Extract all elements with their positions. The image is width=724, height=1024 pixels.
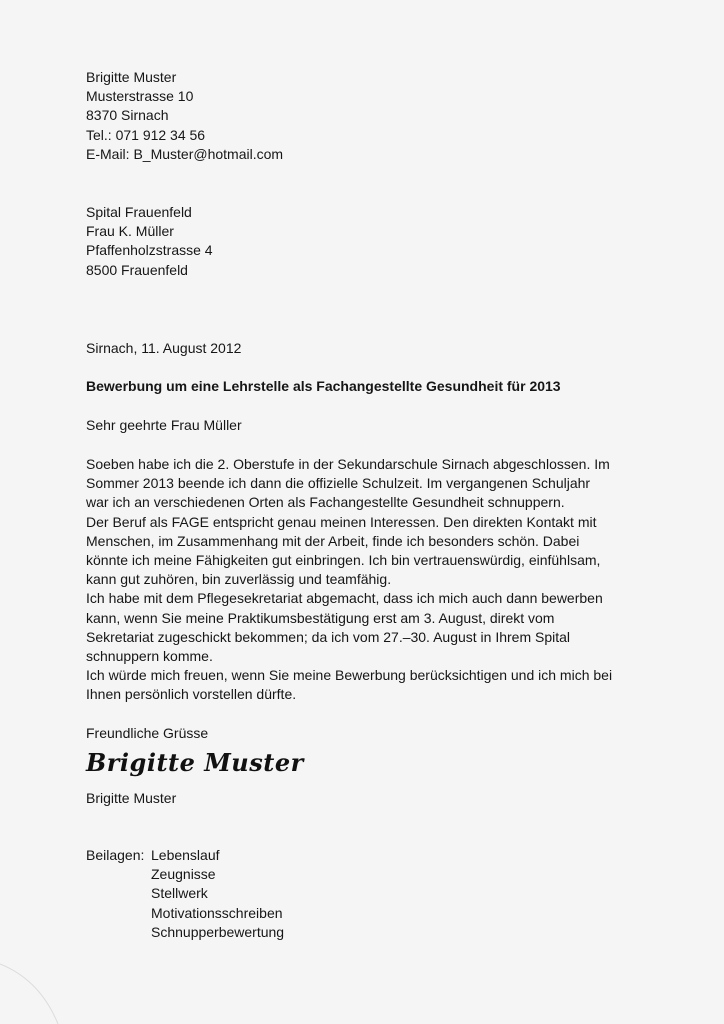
enclosure-item: Zeugnisse: [151, 866, 216, 883]
enclosure-item: Lebenslauf: [151, 847, 220, 863]
page-curl-decoration: [0, 960, 60, 1024]
sender-name: Brigitte Muster: [86, 69, 177, 85]
body-line: Sekretariat zugeschickt bekommen; da ich vom 27.–30. August in Ihrem Spital: [86, 628, 571, 645]
body-line: war ich an verschiedenen Orten als Fachangestellte Gesundheit schnuppern.: [86, 494, 565, 511]
body-line: könnte ich meine Fähigkeiten gut einbringen. Ich bin vertrauenswürdig, einfühlsam,: [86, 552, 601, 569]
sender-address: [86, 68, 283, 164]
body-line: schnuppern komme.: [86, 648, 213, 665]
recipient-org: Spital Frauenfeld: [86, 204, 192, 220]
sender-email: E-Mail: B_Muster@hotmail.com: [86, 145, 284, 162]
body-line: Ihnen persönlich vorstellen dürfte.: [86, 686, 297, 703]
handwritten-signature: Brigitte Muster: [86, 748, 304, 777]
recipient-street: Pfaffenholzstrasse 4: [86, 242, 213, 259]
sender-city: 8370 Sirnach: [86, 107, 169, 124]
recipient-city: 8500 Frauenfeld: [86, 261, 188, 278]
enclosure-item: Motivationsschreiben: [151, 904, 283, 921]
recipient-address: [86, 203, 213, 280]
body-line: Sommer 2013 beende ich dann die offizielle Schulzeit. Im vergangenen Schuljahr: [86, 475, 591, 492]
letter-body: [86, 455, 612, 705]
body-line: kann, wenn Sie meine Praktikumsbestätigung erst am 3. August, direkt vom: [86, 609, 555, 626]
letter-subject: Bewerbung um eine Lehrstelle als Fachangestellte Gesundheit für 2013: [86, 378, 561, 394]
enclosure-item: Stellwerk: [151, 885, 208, 902]
enclosure-item: Schnupperbewertung: [151, 923, 285, 940]
sender-phone: Tel.: 071 912 34 56: [86, 126, 206, 143]
enclosures-label: Beilagen:: [86, 847, 145, 863]
body-line: Soeben habe ich die 2. Oberstufe in der Sekundarschule Sirnach abgeschlossen. Im: [86, 456, 610, 472]
body-line: Menschen, im Zusammenhang mit der Arbeit, finde ich besonders schön. Dabei: [86, 532, 580, 549]
sender-street: Musterstrasse 10: [86, 88, 194, 105]
enclosures-list: [86, 846, 284, 942]
body-line: Ich würde mich freuen, wenn Sie meine Bewerbung berücksichtigen und ich mich bei: [86, 667, 613, 684]
salutation: Sehr geehrte Frau Müller: [86, 417, 242, 433]
body-line: kann gut zuhören, bin zuverlässig und teamfähig.: [86, 571, 392, 588]
letter-date: Sirnach, 11. August 2012: [86, 340, 242, 356]
printed-name: Brigitte Muster: [86, 790, 177, 806]
body-line: Der Beruf als FAGE entspricht genau meinen Interessen. Den direkten Kontakt mit: [86, 513, 597, 530]
body-line: Ich habe mit dem Pflegesekretariat abgemacht, dass ich mich auch dann bewerben: [86, 590, 603, 607]
recipient-person: Frau K. Müller: [86, 223, 174, 240]
closing-phrase: Freundliche Grüsse: [86, 725, 209, 741]
